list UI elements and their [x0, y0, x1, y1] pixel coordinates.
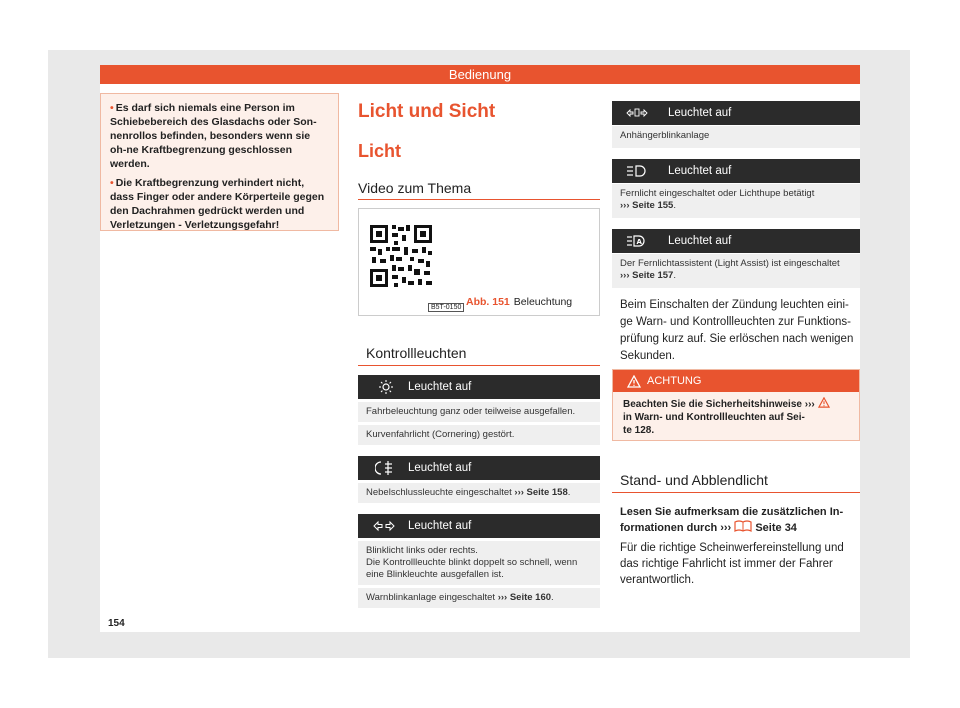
indicator-row: Fernlicht eingeschaltet oder Lichthupe betätigt ››› Seite 155. — [612, 184, 860, 218]
book-icon — [734, 522, 752, 534]
indicator-row: Der Fernlichtassistent (Light Assist) ist eingeschaltet ››› Seite 157. — [612, 254, 860, 288]
responsibility-paragraph: Für die richtige Scheinwerfereinstellung und das richtige Fahrlicht ist immer der Fahrer verantwortlich. — [620, 542, 844, 586]
subsection-title: Stand- und Abblendlicht — [620, 472, 768, 488]
section-title-kontrollleuchten: Kontrollleuchten — [366, 345, 467, 361]
indicator-row: Kurvenfahrlicht (Cornering) gestört. — [358, 425, 600, 445]
page-reference-link[interactable]: Seite 34 — [755, 522, 797, 534]
page-reference-link[interactable]: ››› Seite 158 — [514, 487, 568, 498]
high-beam-icon — [620, 159, 654, 183]
indicator-bar: Leuchtet auf — [612, 101, 860, 125]
page-reference-link[interactable]: ››› Seite 157 — [620, 270, 674, 281]
indicator-bar: A Leuchtet auf — [612, 229, 860, 253]
page-number: 154 — [108, 618, 125, 629]
indicator-row: Anhängerblinkanlage — [612, 126, 860, 148]
chapter-title: Licht und Sicht — [358, 101, 496, 122]
indicator-row: Warnblinkanlage eingeschaltet ››› Seite 160. — [358, 588, 600, 608]
info-paragraph: Lesen Sie aufmerksam die zusätzlichen In-formationen durch ››› Seite 34 — [620, 506, 844, 534]
svg-text:A: A — [636, 238, 642, 246]
bullet-icon: • — [110, 177, 114, 189]
light-bulb-icon — [372, 375, 400, 399]
bullet-icon: • — [110, 102, 114, 114]
ignition-paragraph: Beim Einschalten der Zündung leuchten eini-ge Warn- und Kontrollleuchten zur Funktions-prüfung kurz auf. Sie erlöschen nach wenigen Sekunden. — [620, 299, 854, 362]
indicator-bar: Leuchtet auf — [358, 514, 600, 538]
qr-code-icon[interactable] — [368, 214, 434, 298]
achtung-header: ACHTUNG — [613, 370, 859, 392]
figure-code: B5T-0150 — [428, 303, 464, 312]
indicator-row: Blinklicht links oder rechts. Die Kontrollleuchte blinkt doppelt so schnell, wenn eine Blinkleuchte ausgefallen ist. — [358, 541, 600, 585]
trailer-turn-signal-icon — [620, 101, 654, 125]
achtung-text: Beachten Sie die Sicherheitshinweise ››› in Warn- und Kontrollleuchten auf Sei- te 128. — [623, 397, 853, 437]
section-heading: Licht — [358, 141, 401, 161]
warning-box — [100, 93, 339, 231]
indicator-row: Fahrbeleuchtung ganz oder teilweise ausgefallen. — [358, 402, 600, 422]
turn-signal-icon — [368, 514, 400, 538]
header-bar: Bedienung — [100, 65, 860, 84]
warning-item: • Es darf sich niemals eine Person im Schiebebereich des Glasdachs oder Son-nenrollos befinden, besonders wenn sie oh-ne Kraftbegrenzung geschlossen werden. — [110, 102, 317, 170]
divider — [358, 365, 600, 366]
indicator-bar: Leuchtet auf — [358, 456, 600, 480]
indicator-bar: Leuchtet auf — [612, 159, 860, 183]
indicator-row: Nebelschlussleuchte eingeschaltet ››› Seite 158. — [358, 483, 600, 503]
warning-triangle-icon — [627, 374, 641, 396]
divider — [612, 492, 860, 493]
rear-fog-light-icon — [370, 456, 400, 480]
warning-triangle-icon — [818, 399, 830, 410]
warning-item: • Die Kraftbegrenzung verhindert nicht, dass Finger oder andere Körperteile gegen den Dachrahmen gedrückt werden und Verletzungen - Verletzungsgefahr! — [110, 177, 325, 231]
page-reference-link[interactable]: ››› Seite 155 — [620, 200, 674, 211]
divider — [358, 199, 600, 200]
video-title: Video zum Thema — [358, 180, 472, 196]
figure-caption: Abb. 151 Beleuchtung — [466, 296, 573, 308]
page-reference-link[interactable]: ››› Seite 160 — [497, 592, 552, 603]
indicator-bar: Leuchtet auf — [358, 375, 600, 399]
light-assist-icon — [620, 229, 654, 253]
achtung-box — [612, 369, 860, 441]
